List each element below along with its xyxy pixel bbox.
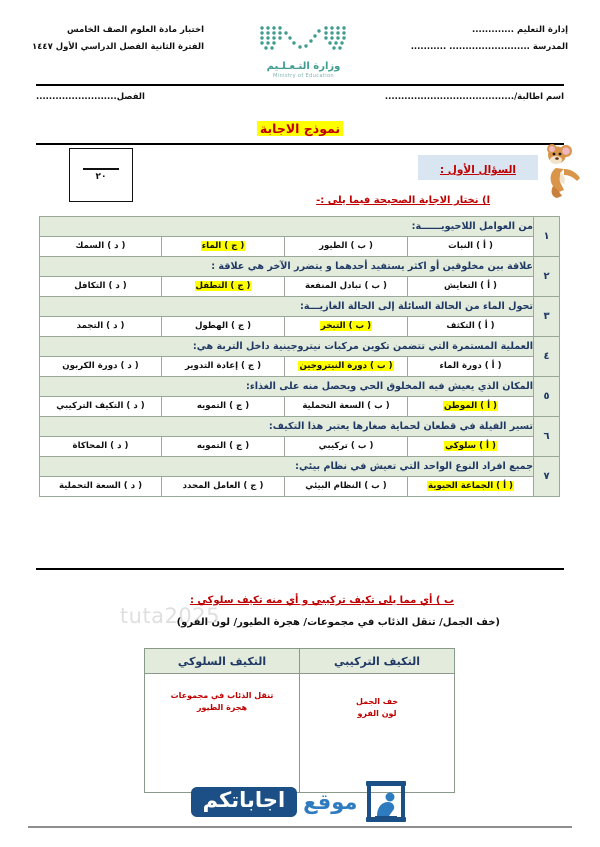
mcq-option-label: ( ب ) النظام البيئي (305, 480, 387, 491)
mcq-option-label: ( د ) السمك (75, 240, 126, 251)
mcq-option-label: ( أ ) التعايش (444, 280, 497, 291)
student-info-row (36, 92, 564, 102)
mcq-question-number: ٢ (534, 257, 560, 297)
mcq-option-correct: ( ب ) التبخر (320, 320, 372, 331)
header-exam-info (32, 22, 204, 55)
mcq-option-label: ( ج ) الهطول (194, 320, 252, 331)
mcq-question-stem: تسير الفيلة في قطعان لحماية صغارها يعتبر هذا التكيف: (39, 417, 533, 437)
mcq-question-stem: من العوامل اللاحيويــــــة: (39, 217, 533, 237)
exam-term-line: الفترة الثانية الفصل الدراسي الأول ١٤٤٧ (32, 41, 205, 52)
mcq-option[interactable] (408, 437, 534, 457)
question-one-instruction-wrap (316, 188, 490, 207)
part-b-title: ب ) أي مما يلى تكيف تركيبي و أي منه تكيف سلوكي : (189, 595, 454, 606)
mcq-option[interactable] (162, 317, 285, 337)
mcq-table-body (39, 217, 559, 497)
brand-badge: اجاباتكم (191, 787, 298, 816)
mcq-option-label: ( ج ) التمويه (196, 400, 250, 411)
moe-dotted-emblem-icon (256, 24, 352, 58)
mcq-question-stem: العملية المستمرة التي تتضمن تكوين مركبات نيتروجينية داخل التربة هي: (39, 337, 533, 357)
structural-answer-2: لون الفرو (357, 708, 397, 718)
mcq-option[interactable] (162, 237, 285, 257)
mcq-table (39, 216, 560, 497)
mcq-option-label: ( أ ) دورة الماء (439, 360, 502, 371)
behavioral-answer-1: تنقل الذئاب في مجموعات (170, 691, 274, 700)
mcq-option-label: ( ب ) تركيبي (318, 440, 374, 451)
mcq-option[interactable] (39, 317, 161, 337)
mcq-option-correct: ( ج ) الماء (201, 240, 245, 251)
mcq-option[interactable] (162, 397, 285, 417)
student-name-field: اسم اطالبة/........................................ (384, 92, 564, 102)
part-b-items: (خف الجمل/ تنقل الذئاب في مجموعات/ هجرة الطيور/ لون الفرو) (176, 617, 500, 628)
behavioral-adaptation-header: التكيف السلوكي (145, 649, 300, 674)
mcq-option-correct: ( أ ) الجماعة الحيوية (428, 480, 513, 491)
mcq-options-row (39, 357, 559, 377)
mcq-options-row (39, 317, 559, 337)
exam-subject-line: اختبار مادة العلوم الصف الخامس (67, 25, 205, 35)
mcq-option[interactable] (285, 277, 408, 297)
mcq-question-number: ٥ (534, 377, 560, 417)
mcq-option[interactable] (408, 277, 534, 297)
footer-divider (28, 826, 572, 828)
brand-word: موقع (303, 789, 358, 814)
mcq-option[interactable] (39, 397, 161, 417)
mcq-question-stem: علاقة بين مخلوقين أو اكثر يستفيد أحدهما و يتضرر الآخر هي علاقة : (39, 257, 533, 277)
ministry-wordmark-english: Ministry of Education (273, 73, 335, 79)
mcq-option-label: ( ج ) إعادة التدوير (184, 360, 262, 371)
mcq-option-correct: ( أ ) الموطن (444, 400, 497, 411)
adaptation-table-header-row (145, 649, 455, 674)
mcq-option[interactable] (408, 477, 534, 497)
mcq-option-correct: ( أ ) سلوكي (445, 440, 496, 451)
watermark: tuta2025 (119, 604, 220, 628)
mcq-option[interactable] (285, 317, 408, 337)
mcq-option-label: ( ب ) الطيور (319, 240, 373, 251)
mcq-option-correct: ( ب ) دورة النيتروجين (299, 360, 393, 371)
mcq-option[interactable] (39, 437, 161, 457)
mcq-question-number: ٦ (534, 417, 560, 457)
mcq-options-row (39, 437, 559, 457)
mcq-stem-row (39, 417, 559, 437)
mcq-option[interactable] (285, 237, 408, 257)
mcq-option[interactable] (285, 397, 408, 417)
header-school-info (403, 22, 568, 55)
mcq-option-label: ( ج ) العامل المحدد (182, 480, 264, 491)
mcq-option-label: ( د ) السعة التحملية (58, 480, 143, 491)
mcq-option[interactable] (408, 317, 534, 337)
mcq-option-label: ( د ) التجمد (76, 320, 125, 331)
behavioral-answer-2: هجرة الطيور (196, 702, 248, 712)
mcq-options-row (39, 237, 559, 257)
structural-adaptation-header: التكيف التركيبي (300, 649, 455, 674)
ministry-of-education-logo (252, 22, 356, 79)
mcq-option[interactable] (285, 357, 408, 377)
mcq-option[interactable] (408, 357, 534, 377)
mcq-option-label: ( د ) التكافل (74, 280, 127, 291)
mcq-option[interactable] (285, 437, 408, 457)
mcq-question-number: ٤ (534, 337, 560, 377)
mcq-question-number: ١ (534, 217, 560, 257)
class-field: الفصل......................... (36, 92, 145, 102)
mcq-stem-row (39, 337, 559, 357)
adaptation-table (144, 648, 455, 793)
education-department-line: إدارة التعليم ............. (472, 25, 568, 35)
mcq-question-number: ٧ (534, 457, 560, 497)
question-one-title-box (418, 155, 538, 180)
mcq-option[interactable] (162, 277, 285, 297)
score-box (69, 148, 133, 202)
mcq-question-stem: تحول الماء من الحالة السائلة إلى الحالة الغازيـــة: (39, 297, 533, 317)
mcq-options-row (39, 477, 559, 497)
mcq-option-label: ( أ ) التكثف (446, 320, 495, 331)
mcq-option-label: ( د ) المحاكاة (72, 440, 129, 451)
behavioral-adaptation-answers (145, 674, 300, 793)
jerry-mouse-icon (544, 142, 590, 200)
mcq-option[interactable] (39, 477, 161, 497)
structural-answer-1: خف الجمل (355, 697, 399, 706)
mcq-option-correct: ( ج ) التطفل (195, 280, 251, 291)
desk-student-logo-icon (363, 778, 409, 826)
mcq-question-stem: المكان الذي يعيش فيه المخلوق الحي ويحصل منه على الغذاء: (39, 377, 533, 397)
mcq-option[interactable] (285, 477, 408, 497)
mcq-option-label: ( د ) دورة الكربون (62, 360, 139, 371)
mcq-stem-row (39, 257, 559, 277)
mcq-option[interactable] (162, 437, 285, 457)
mcq-option[interactable] (39, 237, 161, 257)
answer-key-label: نموذج الاجابة (257, 121, 343, 136)
document-header (32, 22, 568, 132)
mcq-options-row (39, 277, 559, 297)
part-b-title-wrap (190, 588, 454, 607)
mcq-option-label: ( ب ) السعة التحملية (302, 400, 390, 411)
mcq-option-label: ( أ ) النبات (448, 240, 493, 251)
mcq-option[interactable] (39, 277, 161, 297)
answer-key-banner (0, 118, 600, 137)
footer-branding (0, 778, 600, 840)
mcq-option[interactable] (162, 477, 285, 497)
header-divider-top (36, 84, 564, 86)
section-divider (36, 568, 564, 570)
header-divider-bottom (36, 143, 564, 145)
mcq-option-label: ( د ) التكيف التركيبي (56, 400, 145, 411)
question-one-instruction: ا) نختار الاجابة الصحيحة فيما يلى :- (316, 195, 490, 206)
ministry-wordmark-arabic: وزارة التـعـلـيم (266, 61, 341, 72)
mcq-stem-row (39, 457, 559, 477)
mcq-option-label: ( ج ) التمويه (196, 440, 250, 451)
question-one-title: السؤال الأول : (439, 164, 516, 176)
mcq-option-label: ( ب ) تبادل المنفعة (305, 280, 387, 291)
adaptation-table-answer-row (145, 674, 455, 793)
score-fraction-bar (83, 168, 119, 171)
mcq-stem-row (39, 297, 559, 317)
mcq-question-stem: جميع افراد النوع الواحد التي تعيش في نظام بيئي: (39, 457, 533, 477)
mcq-stem-row (39, 217, 559, 237)
mcq-option[interactable] (408, 397, 534, 417)
mcq-stem-row (39, 377, 559, 397)
structural-adaptation-answers (300, 674, 455, 793)
mcq-option[interactable] (39, 357, 161, 377)
mcq-option[interactable] (162, 357, 285, 377)
score-denominator: ٢٠ (95, 172, 107, 183)
mcq-options-row (39, 397, 559, 417)
mcq-question-number: ٣ (534, 297, 560, 337)
school-line: المدرسة ......................... ........... (410, 41, 568, 52)
mcq-option[interactable] (408, 237, 534, 257)
